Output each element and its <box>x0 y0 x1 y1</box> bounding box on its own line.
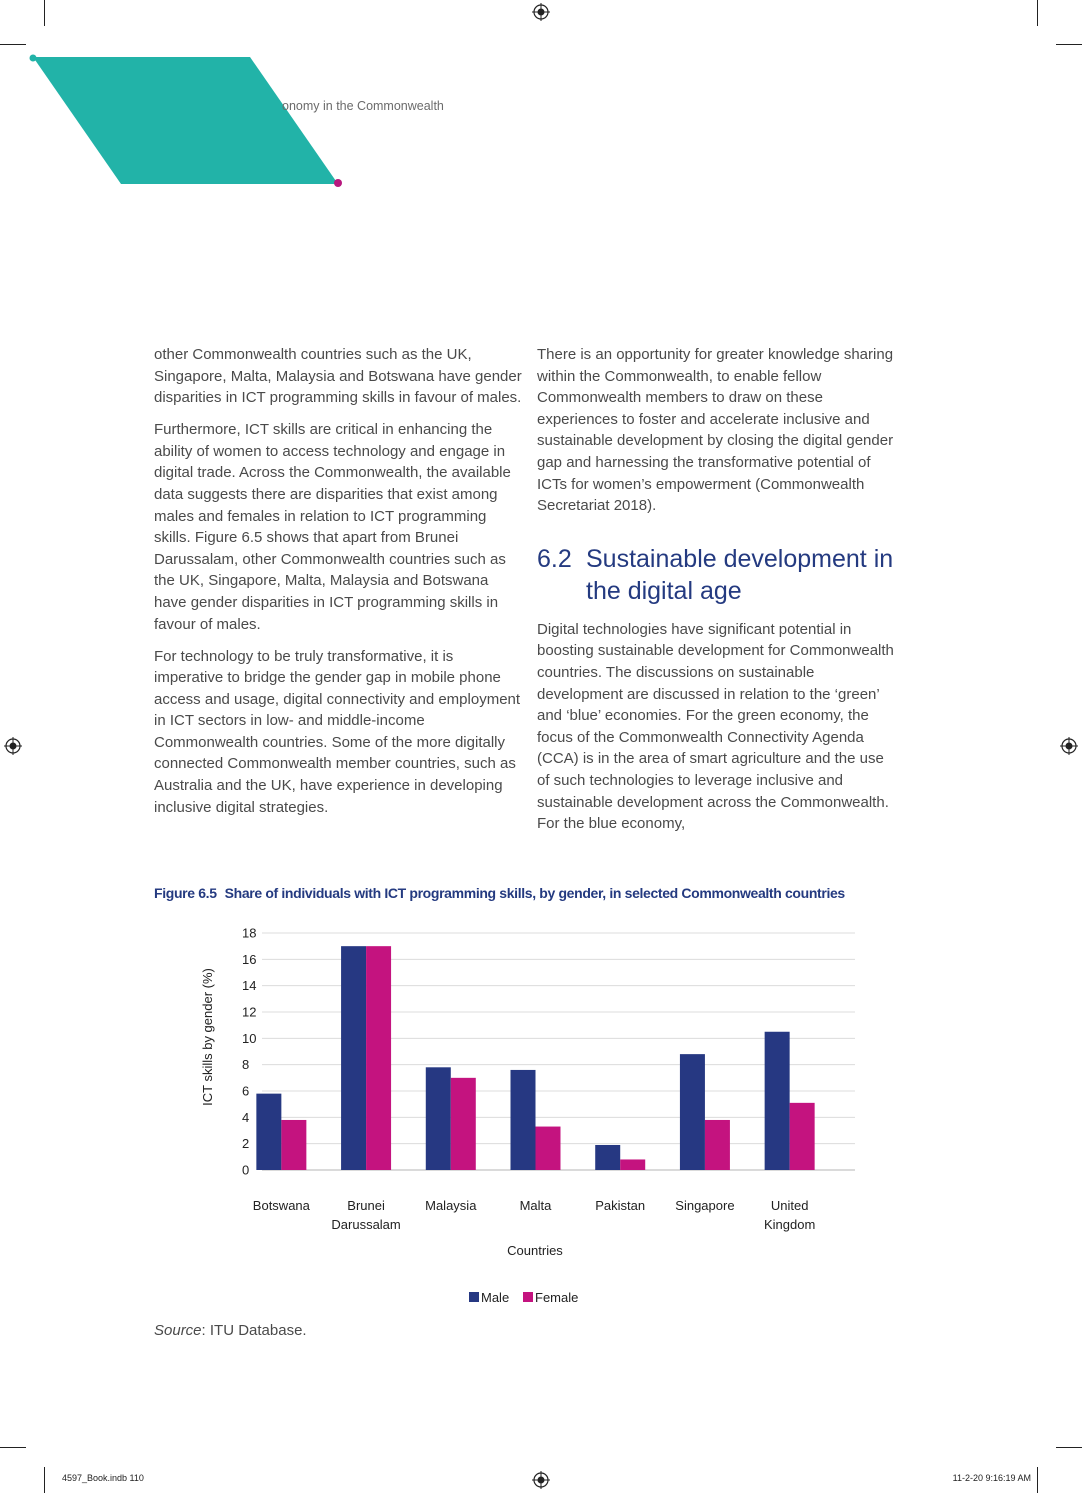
y-tick-label: 10 <box>242 1030 257 1046</box>
paragraph: There is an opportunity for greater knowledge sharing within the Commonwealth, to enable fellow Commonwealth members to draw on these experiences to foster and accelerate inclusive and sustainable development by closing the digital gender gap and harnessing the transformative potential of ICTs for women’s empowerment (Commonwealth Secretariat 2018). <box>537 346 894 515</box>
bar-female <box>620 1159 645 1170</box>
crop-mark <box>1037 1467 1038 1493</box>
y-tick-label: 14 <box>242 978 257 994</box>
source-note <box>154 1322 307 1339</box>
paragraph: other Commonwealth countries such as the UK, Singapore, Malta, Malaysia and Botswana have gender disparities in ICT programming skills in favour of males. <box>154 346 522 407</box>
registration-mark-icon <box>532 3 550 21</box>
source-text: : ITU Database. <box>201 1322 307 1339</box>
registration-mark-icon <box>1060 737 1078 755</box>
crop-mark <box>0 44 26 45</box>
figure-number: Figure 6.5 <box>154 885 217 901</box>
paragraph: Digital technologies have significant potential in boosting sustainable development for Commonwealth countries. The discussions on sustainable development are discussed in relation to the ‘green’ and ‘blue’ economies. For the green economy, the focus of the Commonwealth Connectivity Agenda (CCA) is in the area of smart agriculture and the use of such technologies to leverage inclusive and sustainable development across the Commonwealth. For the blue economy, <box>537 620 894 833</box>
y-tick-label: 4 <box>242 1109 250 1125</box>
bar-male <box>680 1054 705 1170</box>
section-heading <box>537 543 897 607</box>
y-tick-label: 2 <box>242 1136 250 1152</box>
x-tick-label: United <box>770 1198 809 1213</box>
x-tick-label: Pakistan <box>595 1198 646 1213</box>
y-axis-ticks <box>242 926 256 1178</box>
crop-mark <box>1037 0 1038 26</box>
legend-label: Male <box>481 1290 510 1305</box>
x-tick-label: Botswana <box>252 1198 310 1213</box>
x-tick-label: Brunei <box>347 1198 385 1213</box>
bar-female <box>281 1120 306 1170</box>
bar-female <box>366 946 391 1170</box>
x-tick-label: Singapore <box>675 1198 735 1213</box>
x-tick-label: Kingdom <box>763 1217 816 1232</box>
x-tick-label: Malta <box>519 1198 552 1213</box>
x-axis-ticks <box>253 1198 815 1232</box>
paragraph: For technology to be truly transformative, it is imperative to bridge the gender gap in mobile phone access and usage, digital connectivity and employment in ICT sectors in low- and middle-income Commonwealth countries. Some of the more digitally connected Commonwealth member countries, such as Australia and the UK, have experience in developing inclusive digital strategies. <box>154 647 521 816</box>
bars <box>256 946 814 1170</box>
y-tick-label: 12 <box>242 1004 257 1020</box>
legend <box>469 1290 578 1305</box>
crop-mark <box>44 1467 45 1493</box>
slug-file: 4597_Book.indb 110 <box>62 1473 144 1483</box>
registration-mark-icon <box>532 1471 550 1489</box>
y-tick-label: 0 <box>242 1162 250 1178</box>
figure-title: Share of individuals with ICT programming skills, by gender, in selected Commonwealth countries <box>224 885 845 901</box>
bar-chart <box>180 915 880 1315</box>
y-tick-label: 6 <box>242 1083 250 1099</box>
figure-caption <box>154 885 845 901</box>
bar-male <box>765 1032 790 1170</box>
bar-female <box>705 1120 730 1170</box>
x-tick-label: Malaysia <box>425 1198 477 1213</box>
bar-male <box>511 1070 536 1170</box>
y-tick-label: 8 <box>242 1057 250 1073</box>
running-head: onomy in the Commonwealth <box>282 99 444 113</box>
x-tick-label: Darussalam <box>331 1217 401 1232</box>
slug-timestamp: 11-2-20 9:16:19 AM <box>952 1473 1031 1483</box>
legend-swatch <box>469 1292 479 1302</box>
crop-mark <box>1056 44 1082 45</box>
bar-female <box>790 1103 815 1170</box>
legend-label: Female <box>535 1290 579 1305</box>
header-dot <box>334 179 342 187</box>
y-tick-label: 16 <box>242 951 257 967</box>
crop-mark <box>0 1447 26 1448</box>
legend-swatch <box>523 1292 533 1302</box>
header-parallelogram <box>25 50 350 190</box>
header-dot <box>30 55 37 62</box>
section-number: 6.2 <box>537 544 572 573</box>
bar-male <box>426 1067 451 1170</box>
bar-male <box>256 1094 281 1170</box>
section-title: Sustainable development in the digital age <box>586 544 894 605</box>
body-right-column <box>537 344 897 845</box>
paragraph: Furthermore, ICT skills are critical in enhancing the ability of women to access technology and engage in digital trade. Across the Commonwealth, the available data suggests there are disparities that exist among males and females in relation to ICT programming skills. Figure 6.5 shows that apart from Brunei Darussalam, other Commonwealth countries such as the UK, Singapore, Malta, Malaysia and Botswana have gender disparities in ICT programming skills in favour of males. <box>154 421 511 633</box>
bar-male <box>341 946 366 1170</box>
body-left-column <box>154 344 524 829</box>
crop-mark <box>1056 1447 1082 1448</box>
bar-male <box>595 1145 620 1170</box>
source-label: Source <box>154 1322 202 1339</box>
crop-mark <box>44 0 45 26</box>
registration-mark-icon <box>4 737 22 755</box>
bar-female <box>451 1078 476 1170</box>
bar-female <box>536 1127 561 1170</box>
y-axis-label: ICT skills by gender (%) <box>200 968 215 1106</box>
y-tick-label: 18 <box>242 925 257 941</box>
x-axis-label: Countries <box>507 1243 563 1258</box>
